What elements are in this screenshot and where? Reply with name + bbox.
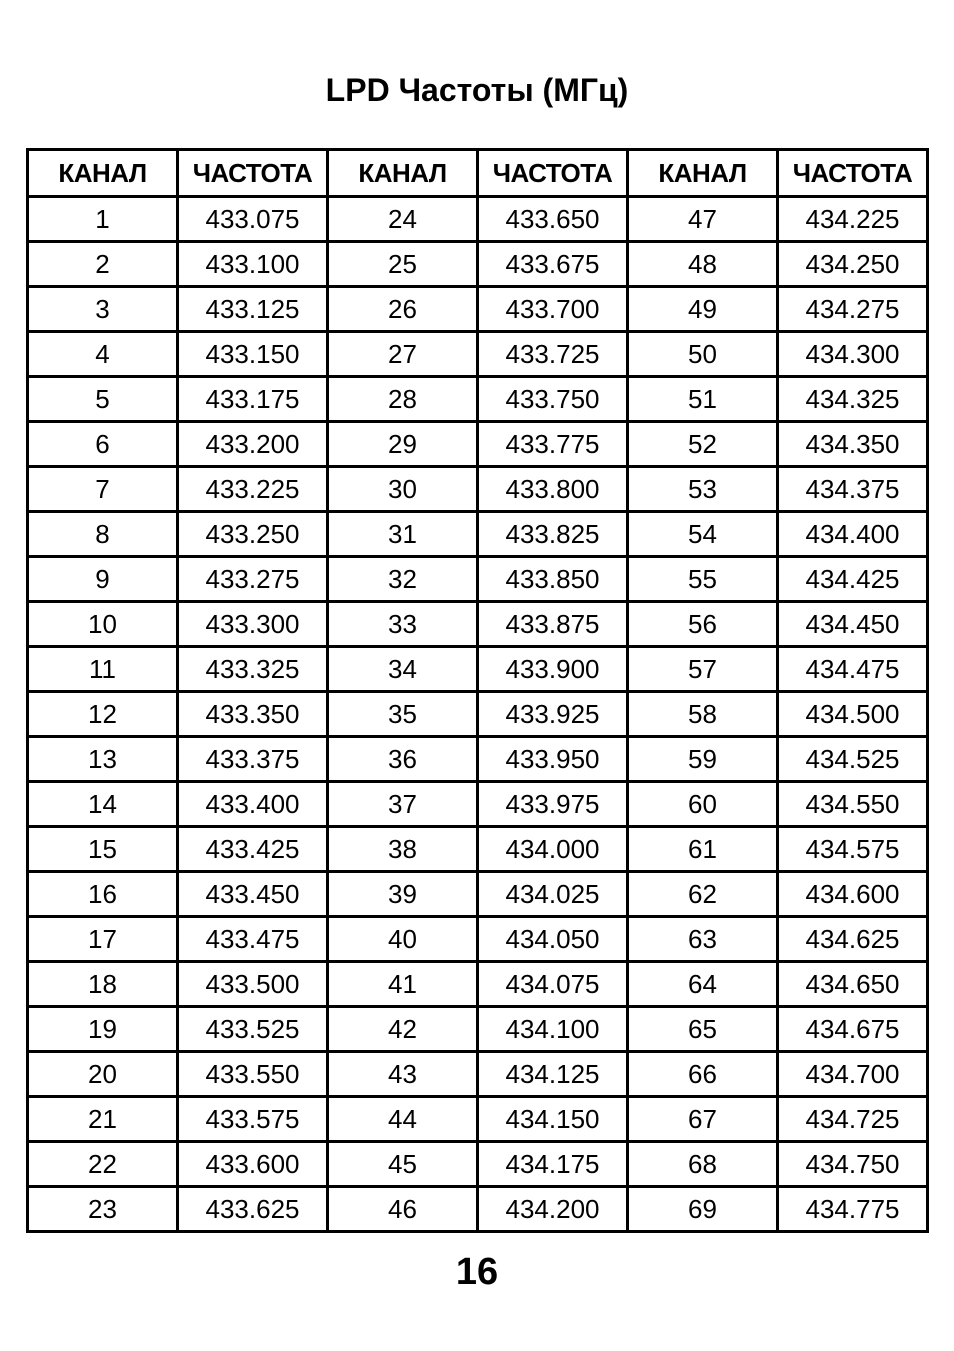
frequency-cell: 434.425 — [778, 557, 928, 602]
channel-cell: 65 — [628, 1007, 778, 1052]
frequency-cell: 433.100 — [178, 242, 328, 287]
frequency-cell: 434.775 — [778, 1187, 928, 1232]
frequency-cell: 434.000 — [478, 827, 628, 872]
frequency-cell: 433.700 — [478, 287, 628, 332]
column-header-frequency: ЧАСТОТА — [778, 150, 928, 197]
frequency-cell: 433.075 — [178, 197, 328, 242]
channel-cell: 33 — [328, 602, 478, 647]
channel-cell: 67 — [628, 1097, 778, 1142]
table-row — [28, 287, 928, 332]
frequency-cell: 433.525 — [178, 1007, 328, 1052]
frequency-cell: 434.400 — [778, 512, 928, 557]
frequency-cell: 434.175 — [478, 1142, 628, 1187]
frequency-cell: 434.600 — [778, 872, 928, 917]
frequency-cell: 433.200 — [178, 422, 328, 467]
channel-cell: 29 — [328, 422, 478, 467]
channel-cell: 69 — [628, 1187, 778, 1232]
channel-cell: 20 — [28, 1052, 178, 1097]
frequency-cell: 433.175 — [178, 377, 328, 422]
channel-cell: 36 — [328, 737, 478, 782]
table-row — [28, 377, 928, 422]
frequency-cell: 433.375 — [178, 737, 328, 782]
frequency-cell: 433.625 — [178, 1187, 328, 1232]
table-row — [28, 467, 928, 512]
frequency-cell: 433.825 — [478, 512, 628, 557]
frequency-cell: 433.650 — [478, 197, 628, 242]
channel-cell: 4 — [28, 332, 178, 377]
frequency-cell: 433.475 — [178, 917, 328, 962]
frequency-cell: 434.325 — [778, 377, 928, 422]
channel-cell: 8 — [28, 512, 178, 557]
frequency-cell: 433.500 — [178, 962, 328, 1007]
frequency-cell: 434.550 — [778, 782, 928, 827]
channel-cell: 52 — [628, 422, 778, 467]
frequency-cell: 434.125 — [478, 1052, 628, 1097]
channel-cell: 64 — [628, 962, 778, 1007]
table-row — [28, 1187, 928, 1232]
channel-cell: 46 — [328, 1187, 478, 1232]
table-row — [28, 1007, 928, 1052]
channel-cell: 26 — [328, 287, 478, 332]
table-row — [28, 602, 928, 647]
channel-cell: 32 — [328, 557, 478, 602]
page-title: LPD Частоты (МГц) — [325, 72, 629, 108]
frequency-cell: 433.900 — [478, 647, 628, 692]
channel-cell: 19 — [28, 1007, 178, 1052]
channel-cell: 34 — [328, 647, 478, 692]
channel-cell: 58 — [628, 692, 778, 737]
column-header-channel: КАНАЛ — [328, 150, 478, 197]
table-row — [28, 1097, 928, 1142]
channel-cell: 35 — [328, 692, 478, 737]
frequency-cell: 434.300 — [778, 332, 928, 377]
channel-cell: 43 — [328, 1052, 478, 1097]
table-row — [28, 962, 928, 1007]
frequency-cell: 434.250 — [778, 242, 928, 287]
frequency-cell: 433.325 — [178, 647, 328, 692]
table-row — [28, 737, 928, 782]
frequency-cell: 433.225 — [178, 467, 328, 512]
channel-cell: 53 — [628, 467, 778, 512]
column-header-channel: КАНАЛ — [628, 150, 778, 197]
channel-cell: 7 — [28, 467, 178, 512]
table-row — [28, 1142, 928, 1187]
channel-cell: 39 — [328, 872, 478, 917]
channel-cell: 48 — [628, 242, 778, 287]
table-row — [28, 242, 928, 287]
channel-cell: 55 — [628, 557, 778, 602]
table-row — [28, 557, 928, 602]
frequency-cell: 433.600 — [178, 1142, 328, 1187]
table-row — [28, 692, 928, 737]
frequency-cell: 434.100 — [478, 1007, 628, 1052]
table-row — [28, 872, 928, 917]
channel-cell: 63 — [628, 917, 778, 962]
channel-cell: 15 — [28, 827, 178, 872]
channel-cell: 23 — [28, 1187, 178, 1232]
channel-cell: 1 — [28, 197, 178, 242]
channel-cell: 37 — [328, 782, 478, 827]
channel-cell: 16 — [28, 872, 178, 917]
column-header-frequency: ЧАСТОТА — [178, 150, 328, 197]
channel-cell: 12 — [28, 692, 178, 737]
table-header-row — [28, 150, 928, 197]
frequency-cell: 433.750 — [478, 377, 628, 422]
channel-cell: 59 — [628, 737, 778, 782]
frequency-table — [26, 148, 929, 1233]
channel-cell: 68 — [628, 1142, 778, 1187]
frequency-cell: 433.425 — [178, 827, 328, 872]
table-row — [28, 917, 928, 962]
channel-cell: 42 — [328, 1007, 478, 1052]
channel-cell: 9 — [28, 557, 178, 602]
channel-cell: 54 — [628, 512, 778, 557]
frequency-cell: 434.025 — [478, 872, 628, 917]
frequency-cell: 433.800 — [478, 467, 628, 512]
table-row — [28, 647, 928, 692]
channel-cell: 11 — [28, 647, 178, 692]
table-row — [28, 197, 928, 242]
channel-cell: 40 — [328, 917, 478, 962]
channel-cell: 61 — [628, 827, 778, 872]
table-body — [28, 197, 928, 1232]
frequency-cell: 434.075 — [478, 962, 628, 1007]
frequency-cell: 433.550 — [178, 1052, 328, 1097]
channel-cell: 45 — [328, 1142, 478, 1187]
channel-cell: 38 — [328, 827, 478, 872]
table-row — [28, 827, 928, 872]
frequency-cell: 434.050 — [478, 917, 628, 962]
table-row — [28, 1052, 928, 1097]
channel-cell: 25 — [328, 242, 478, 287]
channel-cell: 50 — [628, 332, 778, 377]
channel-cell: 51 — [628, 377, 778, 422]
frequency-cell: 434.700 — [778, 1052, 928, 1097]
frequency-cell: 434.375 — [778, 467, 928, 512]
frequency-cell: 434.475 — [778, 647, 928, 692]
channel-cell: 56 — [628, 602, 778, 647]
channel-cell: 30 — [328, 467, 478, 512]
channel-cell: 18 — [28, 962, 178, 1007]
frequency-cell: 433.275 — [178, 557, 328, 602]
frequency-cell: 433.450 — [178, 872, 328, 917]
table-row — [28, 512, 928, 557]
channel-cell: 14 — [28, 782, 178, 827]
frequency-cell: 433.975 — [478, 782, 628, 827]
channel-cell: 49 — [628, 287, 778, 332]
frequency-cell: 433.150 — [178, 332, 328, 377]
channel-cell: 28 — [328, 377, 478, 422]
table-row — [28, 422, 928, 467]
page-number: 16 — [455, 1251, 499, 1293]
frequency-cell: 434.525 — [778, 737, 928, 782]
channel-cell: 6 — [28, 422, 178, 467]
frequency-cell: 433.950 — [478, 737, 628, 782]
column-header-frequency: ЧАСТОТА — [478, 150, 628, 197]
channel-cell: 60 — [628, 782, 778, 827]
frequency-cell: 434.725 — [778, 1097, 928, 1142]
channel-cell: 17 — [28, 917, 178, 962]
channel-cell: 22 — [28, 1142, 178, 1187]
channel-cell: 21 — [28, 1097, 178, 1142]
channel-cell: 27 — [328, 332, 478, 377]
frequency-cell: 434.750 — [778, 1142, 928, 1187]
frequency-cell: 433.350 — [178, 692, 328, 737]
channel-cell: 31 — [328, 512, 478, 557]
frequency-cell: 434.225 — [778, 197, 928, 242]
channel-cell: 2 — [28, 242, 178, 287]
frequency-cell: 433.850 — [478, 557, 628, 602]
frequency-cell: 434.650 — [778, 962, 928, 1007]
channel-cell: 24 — [328, 197, 478, 242]
frequency-cell: 433.775 — [478, 422, 628, 467]
channel-cell: 13 — [28, 737, 178, 782]
channel-cell: 3 — [28, 287, 178, 332]
channel-cell: 47 — [628, 197, 778, 242]
frequency-cell: 434.675 — [778, 1007, 928, 1052]
channel-cell: 41 — [328, 962, 478, 1007]
frequency-cell: 433.925 — [478, 692, 628, 737]
frequency-cell: 434.450 — [778, 602, 928, 647]
channel-cell: 57 — [628, 647, 778, 692]
channel-cell: 5 — [28, 377, 178, 422]
channel-cell: 10 — [28, 602, 178, 647]
frequency-cell: 433.300 — [178, 602, 328, 647]
frequency-cell: 433.725 — [478, 332, 628, 377]
frequency-cell: 433.125 — [178, 287, 328, 332]
frequency-cell: 434.200 — [478, 1187, 628, 1232]
frequency-cell: 433.250 — [178, 512, 328, 557]
frequency-cell: 434.500 — [778, 692, 928, 737]
frequency-cell: 434.150 — [478, 1097, 628, 1142]
frequency-cell: 433.675 — [478, 242, 628, 287]
frequency-cell: 433.875 — [478, 602, 628, 647]
frequency-cell: 434.350 — [778, 422, 928, 467]
channel-cell: 44 — [328, 1097, 478, 1142]
frequency-cell: 434.275 — [778, 287, 928, 332]
table-row — [28, 332, 928, 377]
column-header-channel: КАНАЛ — [28, 150, 178, 197]
channel-cell: 62 — [628, 872, 778, 917]
channel-cell: 66 — [628, 1052, 778, 1097]
table-row — [28, 782, 928, 827]
frequency-cell: 434.625 — [778, 917, 928, 962]
frequency-cell: 433.575 — [178, 1097, 328, 1142]
frequency-cell: 434.575 — [778, 827, 928, 872]
frequency-cell: 433.400 — [178, 782, 328, 827]
